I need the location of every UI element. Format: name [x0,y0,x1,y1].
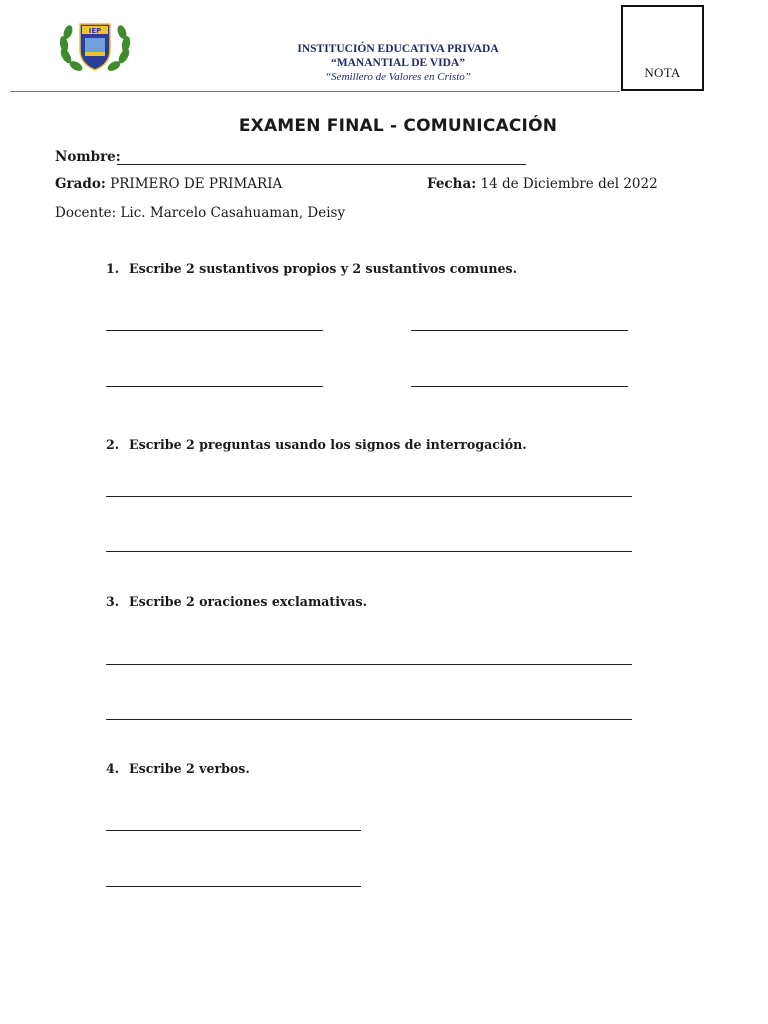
grade-box-label: NOTA [644,65,681,80]
logo-letters: IEP [88,27,102,35]
answer-line[interactable] [106,719,632,720]
nombre-label: Nombre: [55,149,121,165]
grade-box [621,5,704,91]
answer-line[interactable] [106,886,361,887]
question-3 [106,594,367,609]
docente-label: Docente: [55,205,117,221]
question-number: 4. [106,761,120,776]
answer-line[interactable] [106,664,632,665]
grado-value: PRIMERO DE PRIMARIA [110,176,283,192]
question-4 [106,761,250,776]
grado-label: Grado: [55,176,106,192]
question-number: 2. [106,437,120,452]
answer-line[interactable] [106,330,323,331]
institution-name-line1: INSTITUCIÓN EDUCATIVA PRIVADA [297,43,499,55]
header-rule [10,91,620,92]
fecha-label: Fecha: [427,176,477,192]
fecha-value: 14 de Diciembre del 2022 [480,176,658,192]
answer-line[interactable] [411,386,628,387]
school-logo [56,16,134,74]
question-number: 3. [106,594,120,609]
answer-line[interactable] [106,386,323,387]
answer-line[interactable] [106,551,632,552]
question-1 [106,261,517,276]
question-2 [106,437,527,452]
question-text: Escribe 2 oraciones exclamativas. [129,594,367,609]
institution-block [250,42,546,84]
question-text: Escribe 2 sustantivos propios y 2 sustantivos comunes. [129,261,518,276]
docente-value: Lic. Marcelo Casahuaman, Deisy [120,205,346,221]
institution-motto: “Semillero de Valores en Cristo” [325,71,471,83]
question-text: Escribe 2 verbos. [129,761,250,776]
question-text: Escribe 2 preguntas usando los signos de interrogación. [129,437,527,452]
institution-name-line2: “MANANTIAL DE VIDA” [331,57,465,69]
fecha-row [427,176,658,192]
docente-row [55,205,345,221]
question-number: 1. [106,261,120,276]
answer-line[interactable] [106,496,632,497]
answer-line[interactable] [411,330,628,331]
answer-line[interactable] [106,830,361,831]
nombre-answer-line[interactable] [117,164,526,165]
exam-title: EXAMEN FINAL - COMUNICACIÓN [238,116,558,136]
grado-row [55,176,282,192]
